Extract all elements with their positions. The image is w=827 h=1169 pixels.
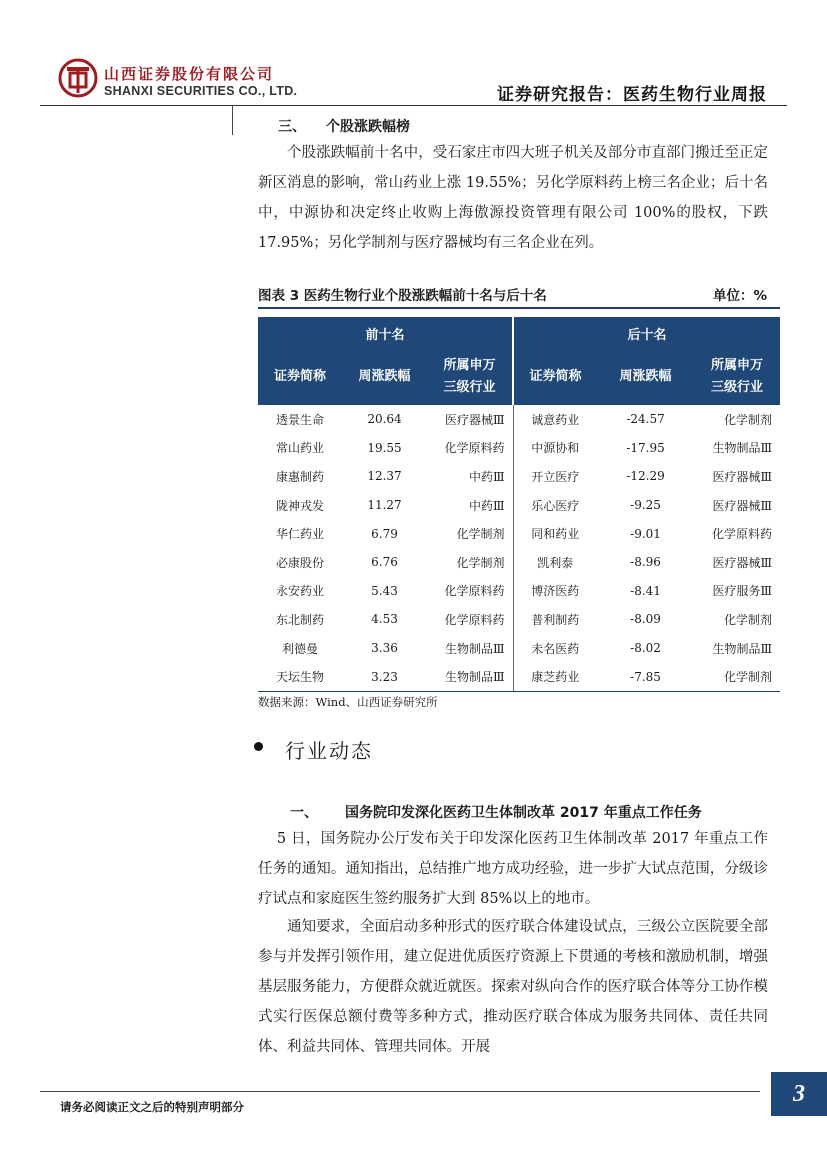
bottom-stock-industry: 医疗器械Ⅲ	[712, 498, 773, 513]
column-header-industry	[427, 349, 513, 405]
top-stock-industry: 化学原料药	[444, 612, 505, 627]
top-stock-change: 6.76	[371, 555, 398, 570]
top-stock-change: 3.23	[342, 662, 427, 691]
company-logo-icon	[58, 58, 98, 98]
column-header-change: 周涨跌幅	[342, 349, 427, 405]
top-stock-change: 3.36	[371, 641, 398, 656]
news-paragraph: 5 日，国务院办公厅发布关于印发深化医药卫生体制改革 2017 年重点工作任务的通知。通知指出，总结推广地方成功经验，进一步扩大试点范围，分级诊疗试点和家庭医生签约服务扩大到 85%以上的地市。	[258, 831, 768, 907]
top-stock-change: 19.55	[367, 440, 402, 455]
top-stock-industry: 化学制剂	[456, 527, 505, 542]
bottom-stock-name: 普利制药	[513, 605, 597, 634]
column-header-change: 周涨跌幅	[597, 349, 694, 405]
column-header-industry-line2: 三级行业	[443, 380, 496, 395]
section-heading	[278, 116, 410, 136]
bottom-stock-change: -7.85	[597, 662, 694, 691]
data-source-note: 数据来源：Wind、山西证券研究所	[258, 695, 438, 709]
table-row	[258, 577, 780, 606]
top-stock-name: 透景生命	[275, 412, 324, 427]
table-row	[258, 462, 780, 491]
bottom-stock-industry: 化学制剂	[694, 662, 780, 691]
top-stock-industry: 化学原料药	[444, 584, 505, 599]
figure-unit: 单位：%	[712, 288, 767, 304]
figure-caption	[258, 284, 767, 304]
column-header-name: 证券简称	[258, 349, 342, 405]
top-stock-name: 必康股份	[275, 555, 324, 570]
table-row	[258, 605, 780, 634]
bottom-stock-name: 中源协和	[513, 434, 597, 463]
figure-divider	[258, 307, 780, 309]
table-row	[258, 519, 780, 548]
bottom-stock-name: 同和药业	[513, 519, 597, 548]
top-stock-name: 永安药业	[275, 584, 324, 599]
top-stock-industry: 中药Ⅲ	[468, 498, 505, 513]
top-stock-name: 陇神戎发	[275, 498, 324, 513]
industry-news-heading: 行业动态	[285, 739, 373, 763]
bottom-stock-industry: 化学制剂	[724, 612, 773, 627]
header-divider	[40, 105, 787, 106]
column-header-industry	[694, 349, 780, 405]
group-header-bottom: 后十名	[513, 317, 780, 349]
company-name-en: SHANXI SECURITIES CO., LTD.	[104, 84, 298, 98]
bottom-stock-name: 康芝药业	[513, 662, 597, 691]
top-stock-name: 东北制药	[275, 612, 324, 627]
top-stock-change: 11.27	[367, 498, 402, 513]
bottom-stock-name: 凯利泰	[513, 548, 597, 577]
top-stock-change: 12.37	[367, 469, 402, 484]
news-item-number: 一、	[290, 805, 318, 821]
bottom-stock-name: 未名医药	[513, 634, 597, 663]
bottom-stock-industry: 医疗器械Ⅲ	[712, 469, 773, 484]
company-name-cn: 山西证券股份有限公司	[104, 65, 275, 83]
bottom-stock-industry: 化学制剂	[724, 412, 773, 427]
table-row	[258, 434, 780, 463]
bottom-stock-change: -8.02	[630, 641, 661, 656]
report-title: 证券研究报告：医药生物行业周报	[497, 85, 767, 105]
top-stock-change: 4.53	[371, 612, 398, 627]
news-item-title: 国务院印发深化医药卫生体制改革 2017 年重点工作任务	[345, 805, 702, 821]
bottom-stock-industry: 生物制品Ⅲ	[712, 641, 773, 656]
bottom-stock-industry: 医疗器械Ⅲ	[712, 555, 773, 570]
section-paragraph: 个股涨跌幅前十名中，受石家庄市四大班子机关及部分市直部门搬迁至正定新区消息的影响，常山药业上涨 19.55%；另化学原料药上榜三名企业；后十名中，中源协和决定终止收购上海傲源投资管理有限公司 100%的股权，下跌 17.95%；另化学制剂与医疗器械均有三名企业在列。	[258, 145, 768, 251]
bottom-stock-name: 诚意药业	[513, 405, 597, 434]
footer-disclaimer: 请务必阅读正文之后的特别声明部分	[60, 1100, 244, 1114]
stock-ranking-table	[258, 317, 780, 692]
top-stock-name: 常山药业	[275, 441, 324, 456]
bottom-stock-change: -9.25	[630, 498, 661, 513]
bottom-stock-name: 开立医疗	[513, 462, 597, 491]
table-row	[258, 662, 780, 691]
top-stock-industry: 生物制品Ⅲ	[444, 641, 505, 656]
header-side-divider	[232, 105, 233, 135]
column-header-industry-line1: 所属申万	[443, 358, 496, 373]
top-stock-name: 康惠制药	[275, 469, 324, 484]
footer-divider	[40, 1091, 760, 1092]
table-row	[258, 634, 780, 663]
bottom-stock-industry: 生物制品Ⅲ	[712, 441, 773, 456]
top-stock-name: 天坛生物	[258, 662, 342, 691]
column-header-name: 证券简称	[513, 349, 597, 405]
page-number: 3	[771, 1072, 827, 1116]
group-header-top: 前十名	[258, 317, 513, 349]
top-stock-change: 6.79	[371, 526, 398, 541]
news-paragraph: 通知要求，全面启动多种形式的医疗联合体建设试点，三级公立医院要全部参与并发挥引领作用，建立促进优质医疗资源上下贯通的考核和激励机制，增强基层服务能力，方便群众就近就医。探索对纵向合作的医疗联合体等分工协作模式实行医保总额付费等多种方式，推动医疗联合体成为服务共同体、责任共同体、利益共同体、管理共同体。开展	[258, 919, 768, 1055]
top-stock-industry: 中药Ⅲ	[468, 469, 505, 484]
column-header-industry-line2: 三级行业	[711, 380, 764, 395]
top-stock-change: 5.43	[371, 583, 398, 598]
bottom-stock-change: -8.41	[630, 583, 661, 598]
table-row	[258, 405, 780, 434]
figure-title: 图表 3 医药生物行业个股涨跌幅前十名与后十名	[258, 288, 547, 304]
bottom-stock-change: -17.95	[626, 440, 665, 455]
top-stock-change: 20.64	[367, 412, 402, 427]
bottom-stock-industry: 化学原料药	[712, 527, 773, 542]
bottom-stock-name: 博济医药	[513, 577, 597, 606]
top-stock-industry: 医疗器械Ⅲ	[444, 412, 505, 427]
table-row	[258, 491, 780, 520]
bullet-icon	[254, 742, 263, 751]
bottom-stock-change: -8.09	[630, 612, 661, 627]
news-item-heading	[290, 802, 702, 822]
bottom-stock-change: -8.96	[630, 555, 661, 570]
bottom-stock-industry: 医疗服务Ⅲ	[712, 584, 773, 599]
top-stock-name: 华仁药业	[275, 527, 324, 542]
top-stock-industry: 生物制品Ⅲ	[427, 662, 513, 691]
top-stock-name: 利德曼	[281, 641, 318, 656]
section-number: 三、	[278, 119, 306, 135]
top-stock-industry: 化学制剂	[456, 555, 505, 570]
section-title: 个股涨跌幅榜	[326, 119, 410, 135]
bottom-stock-change: -12.29	[626, 469, 665, 484]
table-row	[258, 548, 780, 577]
bottom-stock-change: -9.01	[630, 526, 661, 541]
top-stock-industry: 化学原料药	[444, 441, 505, 456]
bottom-stock-change: -24.57	[626, 412, 665, 427]
bottom-stock-name: 乐心医疗	[513, 491, 597, 520]
column-header-industry-line1: 所属申万	[711, 358, 764, 373]
